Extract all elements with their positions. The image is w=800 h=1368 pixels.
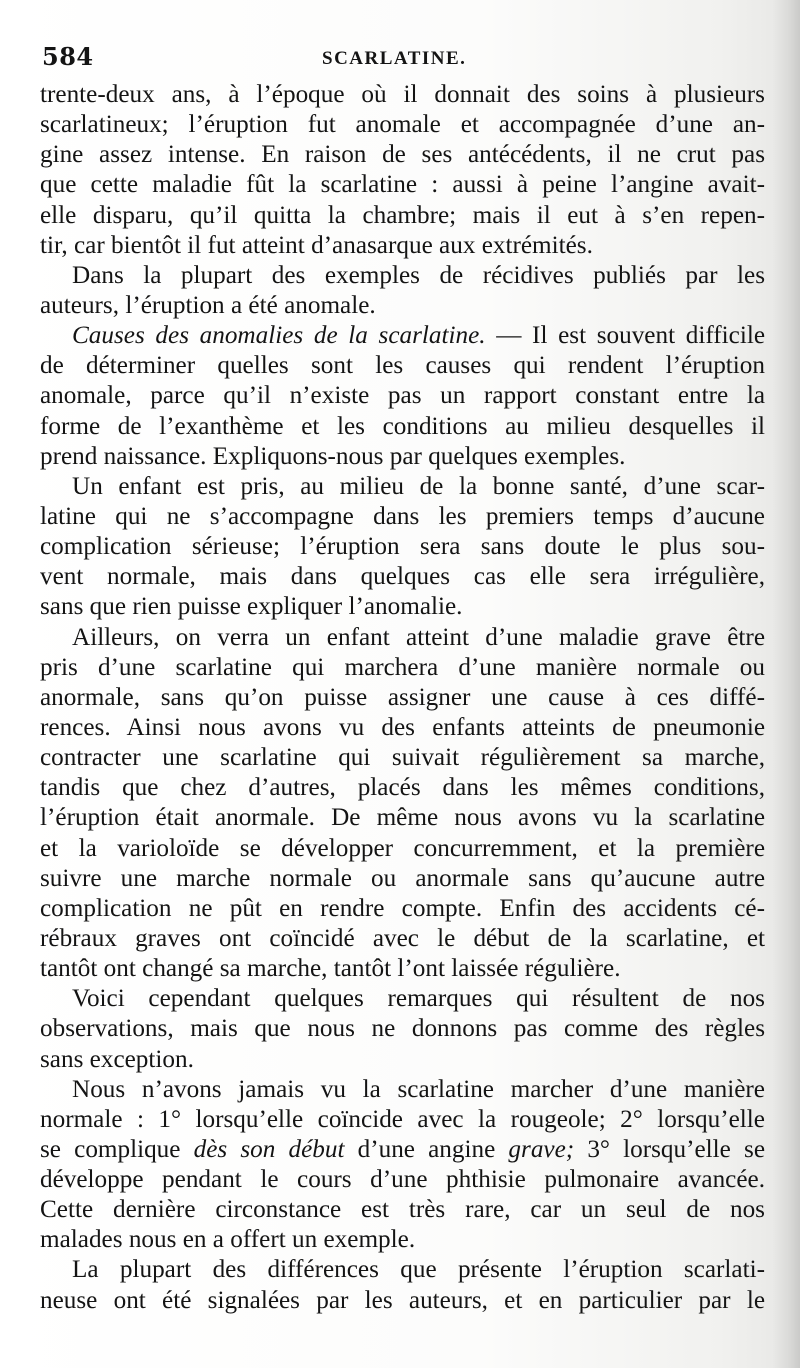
text-line: Cette dernière circonstance est très rare, car un seul de nos: [40, 1196, 765, 1224]
section-heading: Causes des anomalies de la scarlatine.: [72, 322, 486, 350]
text-line: et la varioloïde se développer concurremment, et la première: [40, 834, 765, 862]
text-line: tantôt ont changé sa marche, tantôt l’ont laissée régulière.: [40, 955, 621, 983]
text-line: forme de l’exanthème et les conditions au milieu desquelles il: [40, 412, 765, 440]
text-line: normale : 1° lorsqu’elle coïncide avec la rougeole; 2° lorsqu’elle: [40, 1105, 765, 1133]
text-line: l’éruption était anormale. De même nous avons vu la scarlatine: [40, 804, 765, 832]
text-line: Voici cependant quelques remarques qui résultent de nos: [72, 985, 765, 1013]
text-line: latine qui ne s’accompagne dans les premiers temps d’aucune: [40, 502, 765, 530]
text-line: complication sérieuse; l’éruption sera sans doute le plus sou-: [40, 533, 765, 561]
text-line: suivre une marche normale ou anormale sans qu’aucune autre: [40, 864, 765, 892]
text-line: sans exception.: [40, 1045, 194, 1073]
body-text: [40, 80, 765, 1316]
text-line: malades nous en a offert un exemple.: [40, 1226, 416, 1254]
text-line: gine assez intense. En raison de ses antécédents, il ne crut pas: [40, 141, 765, 169]
text-line: scarlatineux; l’éruption fut anomale et accompagnée d’une an-: [40, 111, 765, 139]
text-line: sans que rien puisse expliquer l’anomalie.: [40, 593, 463, 621]
text-line: La plupart des différences que présente l’éruption scarlati-: [72, 1256, 765, 1284]
running-title: SCARLATINE.: [322, 48, 467, 69]
page-number: 584: [42, 42, 94, 71]
text-line: tir, car bientôt il fut atteint d’anasarque aux extrémités.: [40, 231, 593, 259]
text-line: Dans la plupart des exemples de récidives publiés par les: [72, 261, 765, 289]
page-edge-shadow: [772, 0, 800, 1368]
text-line: rences. Ainsi nous avons vu des enfants atteints de pneumonie: [40, 713, 765, 741]
text-line: tandis que chez d’autres, placés dans les mêmes conditions,: [40, 774, 765, 802]
text-line: observations, mais que nous ne donnons pas comme des règles: [40, 1015, 765, 1043]
text-line: anomale, parce qu’il n’existe pas un rapport constant entre la: [40, 382, 765, 410]
page-header: [42, 42, 762, 78]
text-line: Causes des anomalies de la scarlatine. — Il est souvent difficile: [72, 322, 765, 350]
text-line: auteurs, l’éruption a été anomale.: [40, 291, 376, 319]
text-line: trente-deux ans, à l’époque où il donnait des soins à plusieurs: [40, 81, 765, 108]
text-line: se complique dès son début d’une angine grave; 3° lorsqu’elle se: [40, 1135, 765, 1163]
text-line: neuse ont été signalées par les auteurs, et en particulier par le: [40, 1286, 765, 1314]
text-line: rébraux graves ont coïncidé avec le début de la scarlatine, et: [40, 924, 765, 952]
text-line: vent normale, mais dans quelques cas elle sera irrégulière,: [40, 563, 765, 591]
text-line: prend naissance. Expliquons-nous par quelques exemples.: [40, 442, 626, 470]
text-line: complication ne pût en rendre compte. Enfin des accidents cé-: [40, 894, 765, 922]
text-line: pris d’une scarlatine qui marchera d’une manière normale ou: [40, 653, 765, 681]
text-line: Ailleurs, on verra un enfant atteint d’une maladie grave être: [72, 623, 765, 651]
text-line: elle disparu, qu’il quitta la chambre; mais il eut à s’en repen-: [40, 201, 765, 229]
text-line: Nous n’avons jamais vu la scarlatine marcher d’une manière: [72, 1075, 765, 1103]
text-line: de déterminer quelles sont les causes qui rendent l’éruption: [40, 352, 765, 380]
text-line: que cette maladie fût la scarlatine : aussi à peine l’angine avait-: [40, 171, 765, 199]
text-line: contracter une scarlatine qui suivait régulièrement sa marche,: [40, 744, 765, 772]
text-line: développe pendant le cours d’une phthisie pulmonaire avancée.: [40, 1166, 765, 1194]
text-line: anormale, sans qu’on puisse assigner une cause à ces diffé-: [40, 683, 765, 711]
text-line: Un enfant est pris, au milieu de la bonne santé, d’une scar-: [72, 472, 765, 500]
